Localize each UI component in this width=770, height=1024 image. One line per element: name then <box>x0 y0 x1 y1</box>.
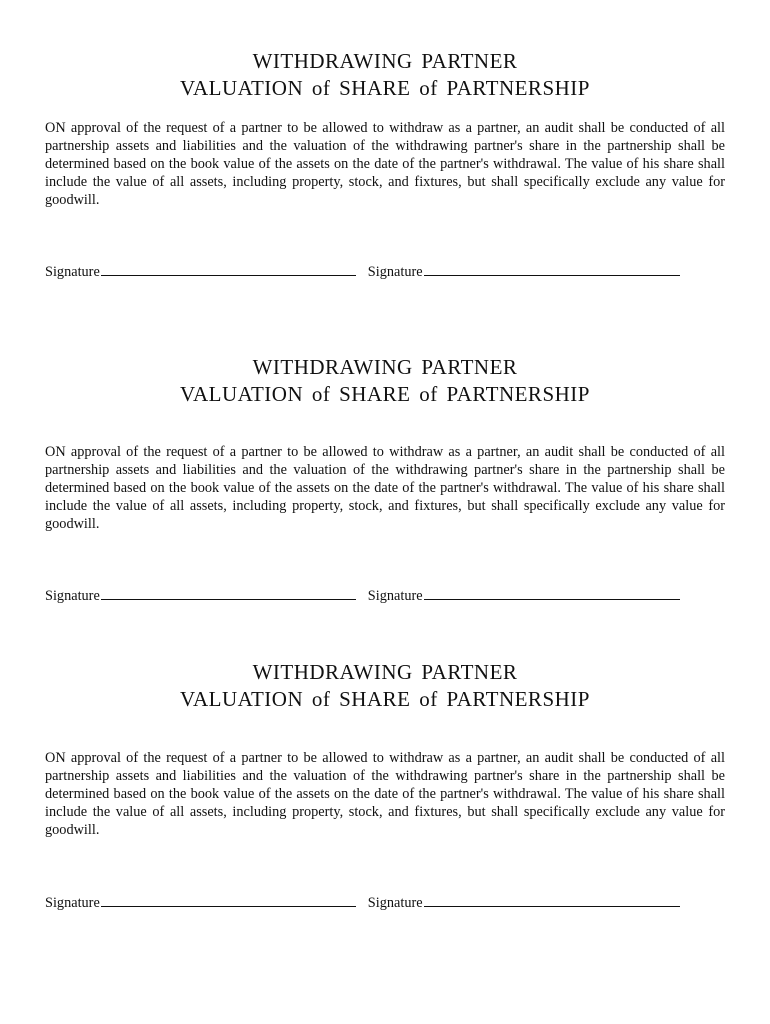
signature-field-right[interactable] <box>368 586 680 605</box>
signature-field-right[interactable] <box>368 262 680 281</box>
signature-line[interactable] <box>424 893 680 907</box>
signature-field-left[interactable] <box>45 893 356 912</box>
title-line-2: VALUATION of SHARE of PARTNERSHIP <box>180 687 590 711</box>
title-line-1: WITHDRAWING PARTNER <box>252 355 518 379</box>
agreement-section-3 <box>45 659 725 713</box>
signature-label: Signature <box>45 264 100 280</box>
section-title <box>45 354 725 408</box>
signature-line[interactable] <box>424 586 680 600</box>
agreement-body: ON approval of the request of a partner to be allowed to withdraw as a partner, an audit shall be conducted of all partnership assets and liabilities and the valuation of the withdrawing partner's share in the partnership shall be determined based on the book value of the assets on the date of the partner's withdrawal. The value of his share shall include the value of all assets, including property, stock, and fixtures, but shall specifically exclude any value for goodwill. <box>45 444 725 532</box>
agreement-body-1-wrap <box>45 119 725 209</box>
section-title <box>45 659 725 713</box>
title-line-1: WITHDRAWING PARTNER <box>252 49 518 73</box>
signature-line[interactable] <box>101 893 356 907</box>
agreement-section-1 <box>45 48 725 102</box>
signature-label: Signature <box>367 264 423 280</box>
agreement-section-2 <box>45 354 725 408</box>
signature-label: Signature <box>367 588 423 604</box>
signature-label: Signature <box>45 895 100 911</box>
signature-line[interactable] <box>101 262 356 276</box>
signature-label: Signature <box>367 895 423 911</box>
agreement-body-3-wrap <box>45 749 725 839</box>
title-line-2: VALUATION of SHARE of PARTNERSHIP <box>180 382 590 406</box>
signature-line[interactable] <box>424 262 680 276</box>
agreement-body: ON approval of the request of a partner to be allowed to withdraw as a partner, an audit shall be conducted of all partnership assets and liabilities and the valuation of the withdrawing partner's share in the partnership shall be determined based on the book value of the assets on the date of the partner's withdrawal. The value of his share shall include the value of all assets, including property, stock, and fixtures, but shall specifically exclude any value for goodwill. <box>45 120 725 208</box>
signature-field-right[interactable] <box>368 893 680 912</box>
signature-label: Signature <box>45 588 100 604</box>
signature-line[interactable] <box>101 586 356 600</box>
agreement-body-2-wrap <box>45 443 725 533</box>
signature-row-3 <box>45 893 725 912</box>
section-title <box>45 48 725 102</box>
signature-field-left[interactable] <box>45 586 356 605</box>
agreement-body: ON approval of the request of a partner to be allowed to withdraw as a partner, an audit shall be conducted of all partnership assets and liabilities and the valuation of the withdrawing partner's share in the partnership shall be determined based on the book value of the assets on the date of the partner's withdrawal. The value of his share shall include the value of all assets, including property, stock, and fixtures, but shall specifically exclude any value for goodwill. <box>45 750 725 838</box>
signature-row-1 <box>45 262 725 281</box>
title-line-2: VALUATION of SHARE of PARTNERSHIP <box>180 76 590 100</box>
signature-row-2 <box>45 586 725 605</box>
signature-field-left[interactable] <box>45 262 356 281</box>
title-line-1: WITHDRAWING PARTNER <box>252 660 518 684</box>
